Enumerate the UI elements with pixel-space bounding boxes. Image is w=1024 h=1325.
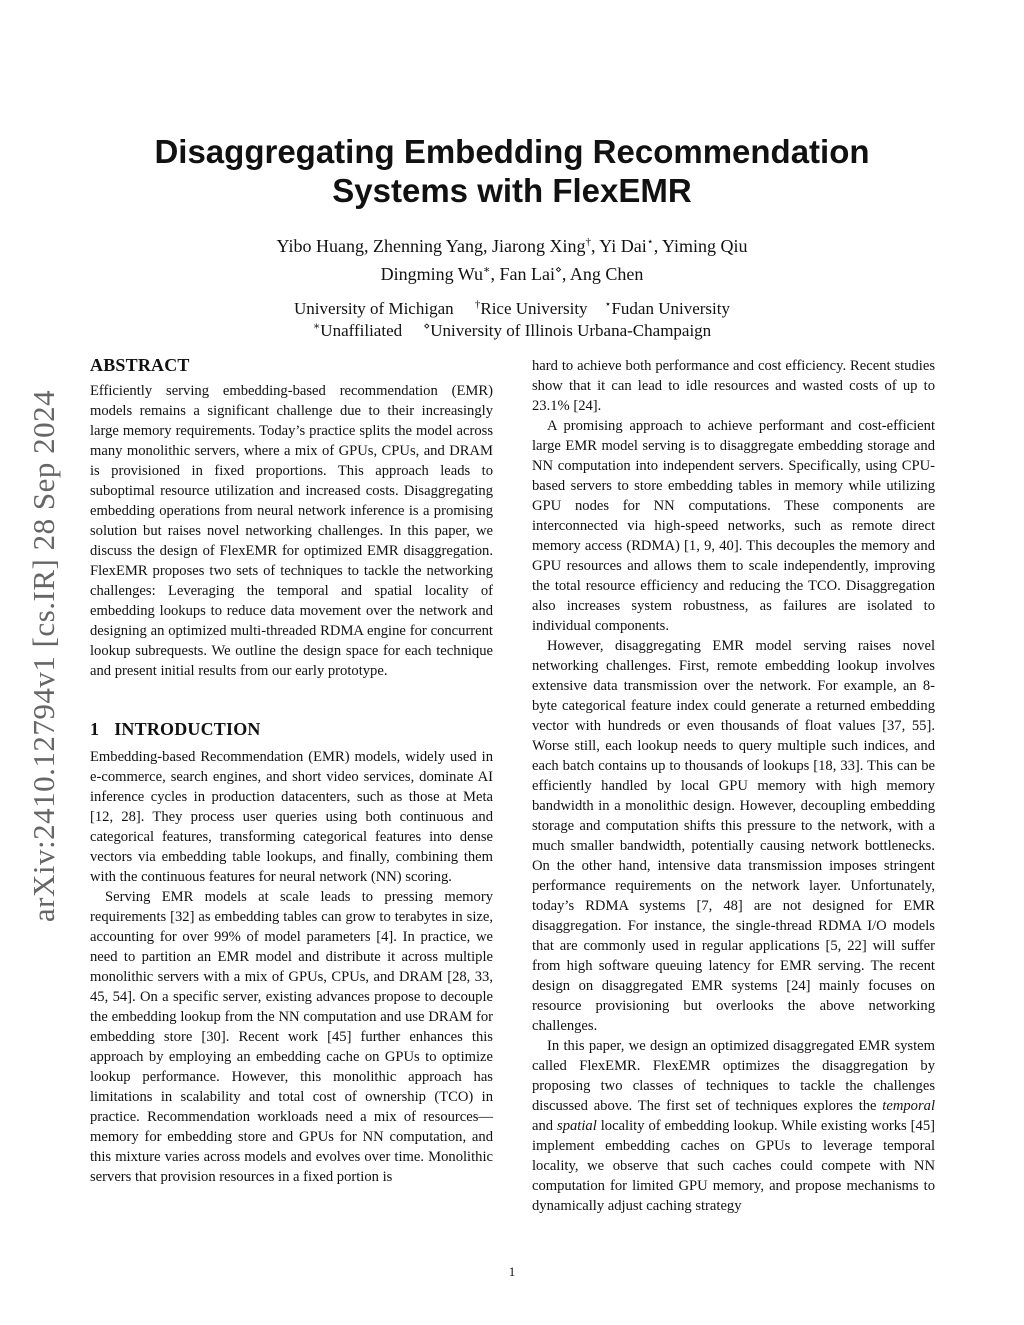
emphasis-spatial: spatial [557, 1118, 597, 1134]
title-line-1: Disaggregating Embedding Recommendation [154, 133, 870, 170]
affil-mark: ∗ [312, 320, 321, 333]
abstract-text: Efficiently serving embedding-based recommendation (EMR) models remains a significant challenge due to their increasingly large memory requirements. Today’s practice splits the model across many monolithic servers, where a mix of GPUs, CPUs, and DRAM is provisioned in fixed proportions. This approach leads to suboptimal resource utilization and increased costs. Disaggregating embedding operations from neural network inference is a promising solution but raises novel networking challenges. In this paper, we discuss the design of FlexEMR for optimized EMR disaggregation. FlexEMR proposes two sets of techniques to tackle the networking challenges: Leveraging the temporal and spatial locality of embedding lookups to reduce data movement over the network and designing an optimized multi-threaded RDMA engine for concurrent lookup subrequests. We outline the design space for each technique and present initial results from our early prototype. [90, 383, 493, 679]
affil-mark: ⋄ [555, 264, 562, 276]
emphasis-temporal: temporal [882, 1098, 935, 1114]
intro-paragraph-2: Serving EMR models at scale leads to pressing memory requirements [32] as embedding tables can grow to terabytes in size, accounting for over 99% of model parameters [4]. In practice, we need to partition an EMR model and distribute it across multiple monolithic servers with a mix of GPUs, CPUs, and DRAM [28, 33, 45, 54]. On a specific server, existing advances propose to decouple the embedding lookup from the NN computation and use DRAM for embedding store [30]. Recent work [45] further enhances this approach by employing an embedding cache on GPUs to optimize lookup performance. However, this monolithic approach has limitations in scalability and total cost of ownership (TCO) in practice. Recommendation workloads need a mix of resources—memory for embedding store and GPUs for NN computation, and this mixture varies across models and evolves over time. Monolithic servers that provision resources in a fixed portion is [90, 889, 493, 1185]
section-number: 1 [90, 719, 100, 739]
affiliation-line-1 [100, 298, 924, 320]
introduction-heading [90, 716, 493, 742]
intro-paragraph-1: Embedding-based Recommendation (EMR) models, widely used in e-commerce, search engines, and short video services, dominate AI inference cycles in production datacenters, such as those at Meta [12, 28]. They process user queries using both continuous and categorical features, transforming categorical features into dense vectors via embedding table lookups, and finally, combining them with the continuous features for neural network (NN) scoring. [90, 749, 493, 885]
right-column [532, 356, 935, 1216]
left-column [90, 352, 493, 1187]
affil-mark: † [585, 236, 591, 248]
authors-text: , Yiming Qiu [653, 236, 748, 256]
authors-text: , Yi Dai [590, 236, 647, 256]
affiliation-umich: University of Michigan [294, 299, 454, 318]
arxiv-sidebar [20, 366, 68, 946]
affiliation-line-2 [100, 320, 924, 342]
title-line-2: Systems with FlexEMR [332, 172, 692, 209]
intro-paragraph-2-continued: hard to achieve both performance and cost efficiency. Recent studies show that it can lead to idle resources and wasted costs of up to 23.1% [24]. [532, 358, 935, 414]
paper-title [100, 132, 924, 210]
affiliation-fudan: Fudan University [611, 299, 730, 318]
intro-paragraph-3: A promising approach to achieve performant and cost-efficient large EMR model serving is to disaggregate embedding storage and NN computation into independent servers. Specifically, using CPU-based servers to store embedding tables in memory while utilizing GPU nodes for NN computations. These components are interconnected via high-speed networks, such as remote direct memory access (RDMA) [1, 9, 40]. This decouples the memory and GPU resources and allows them to scale independently, improving the total resource efficiency and reducing the TCO. Disaggregation also increases system robustness, as failures are isolated to individual components. [532, 418, 935, 634]
affiliation-uiuc: University of Illinois Urbana-Champaign [430, 321, 712, 340]
affiliation-rice: Rice University [480, 299, 588, 318]
affil-mark: ⋄ [423, 320, 431, 333]
author-line-2 [100, 260, 924, 288]
intro-paragraph-4: However, disaggregating EMR model serving raises novel networking challenges. First, remote embedding lookup involves extensive data transmission over the network. For example, an 8-byte categorical feature index could generate a returned embedding vector with hundreds or even thousands of float values [37, 55]. Worse still, each lookup needs to query multiple such indices, and each batch contains up to thousands of lookups [18, 33]. This can be efficiently handled by local GPU memory with high memory bandwidth in a monolithic design. However, decoupling embedding storage and computation shifts this pressure to the network, with a much smaller bandwidth, potentially causing network bottlenecks. On the other hand, intensive data transmission imposes stringent performance requirements on the network layer. Unfortunately, today’s RDMA systems [7, 48] are not designed for EMR disaggregation. For instance, the single-thread RDMA I/O models that are commonly used in regular applications [5, 22] will suffer from high software queuing latency for EMR serving. The recent design on disaggregated EMR systems [24] mainly focuses on resource provisioning but overlooks the above networking challenges. [532, 638, 935, 1034]
arxiv-identifier: arXiv:2410.12794v1 [cs.IR] 28 Sep 2024 [26, 389, 62, 923]
affiliation-unaffiliated: Unaffiliated [320, 321, 403, 340]
authors-text: , Fan Lai [490, 264, 556, 284]
authors-text: , Ang Chen [561, 264, 644, 284]
affil-mark: ⋆ [646, 236, 654, 248]
authors-text: Dingming Wu [380, 264, 484, 284]
authors-text: Yibo Huang, Zhenning Yang, Jiarong Xing [276, 236, 586, 256]
affil-mark: ⋆ [604, 298, 612, 311]
affiliation-list [100, 298, 924, 342]
abstract-heading: ABSTRACT [90, 355, 190, 375]
page-number: 1 [508, 1264, 516, 1279]
author-line-1 [100, 232, 924, 260]
intro-paragraph-5 [532, 1036, 935, 1216]
author-list [100, 232, 924, 288]
paragraph-text: locality of embedding lookup. While existing works [45] implement embedding caches on GPUs to leverage temporal locality, we observe that such caches could compete with NN computation for limited GPU memory, and propose mechanisms to dynamically adjust caching strategy [532, 1118, 935, 1214]
paragraph-text: and [532, 1118, 558, 1134]
section-title: INTRODUCTION [114, 719, 261, 739]
paragraph-text: In this paper, we design an optimized disaggregated EMR system called FlexEMR. FlexEMR optimizes the disaggregation by proposing two classes of techniques to tackle the challenges discussed above. The first set of techniques explores the [532, 1038, 935, 1114]
affil-mark: ∗ [483, 264, 491, 276]
affil-mark: † [474, 298, 481, 311]
